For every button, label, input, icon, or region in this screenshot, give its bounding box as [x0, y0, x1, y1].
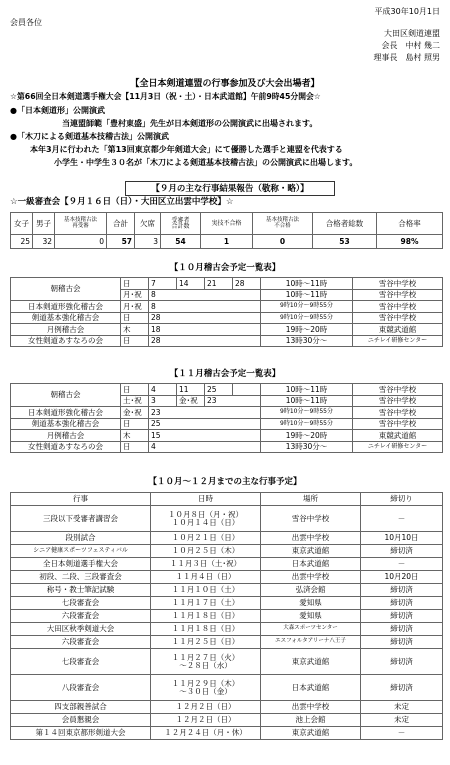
nov-row-dow: 金･祝	[121, 407, 149, 419]
event-date: １２月２４日（月・休）	[151, 727, 261, 740]
value-retake: 0	[55, 235, 107, 249]
event-deadline: 未定	[361, 714, 443, 727]
event-place: 愛知県	[261, 610, 361, 623]
oct-row-dow: 木	[121, 324, 149, 336]
kata-demo-body: 当連盟師範「豊村東盛」先生が日本剣道形の公開演武に出場されます。	[62, 119, 318, 128]
event-place: 日本武道館	[261, 558, 361, 571]
table-row	[11, 623, 443, 636]
oct-row-dow: 日	[121, 312, 149, 324]
exam-subtitle: ☆一級審査会【９月１６日（日）・大田区立出雲中学校】☆	[10, 197, 234, 207]
exam-results-table	[10, 212, 443, 249]
event-deadline: 締切済	[361, 623, 443, 636]
nov-row-time: 13時30分～	[261, 441, 353, 453]
event-name: 七段審査会	[11, 649, 151, 675]
oct-row-time: 9時10分～9時55分	[261, 312, 353, 324]
table-row	[11, 701, 443, 714]
event-place: 愛知県	[261, 597, 361, 610]
event-place: 雪谷中学校	[261, 506, 361, 532]
oct-row-dow: 月･祝	[121, 301, 149, 313]
nov-row-name: 日本剣道形強化稽古会	[11, 407, 121, 419]
event-deadline: 締切済	[361, 584, 443, 597]
event-name: 第１４回東京都形剣道大会	[11, 727, 151, 740]
event-name: 全日本剣道選手権大会	[11, 558, 151, 571]
oct-row-name: 朝稽古会	[11, 278, 121, 301]
championship-notice: ☆第66回全日本剣道選手権大会【11月3日（祝・土）・日本武道館】午前9時45分開会☆	[10, 92, 321, 101]
event-date: １０月２１日（日）	[151, 532, 261, 545]
header-pass-rate: 合格率	[377, 213, 443, 235]
event-deadline: 未定	[361, 701, 443, 714]
event-name: 七段審査会	[11, 597, 151, 610]
november-practice-table	[10, 383, 443, 453]
nov-row-time: 9時10分～9時55分	[261, 407, 353, 419]
president-name: 会長 中村 幾二	[381, 41, 440, 50]
event-deadline: 10月10日	[361, 532, 443, 545]
nov-row-dow: 日	[121, 418, 149, 430]
table-row	[11, 584, 443, 597]
event-date: １１月３日（土･祝）	[151, 558, 261, 571]
oct-row-day: 8	[149, 289, 261, 301]
header-retake: 基本技稽古法 再受審	[55, 213, 107, 235]
table-row	[11, 335, 443, 347]
event-name: 八段審査会	[11, 675, 151, 701]
oct-row-day: 21	[205, 278, 233, 290]
table-row	[11, 312, 443, 324]
bokuto-demo-title: ●「木刀による剣道基本技稽古法」公開演武	[10, 132, 169, 141]
event-date: １１月１７日（土）	[151, 597, 261, 610]
events-header-date: 日時	[151, 493, 261, 506]
event-place: エスフォルタアリーナ八王子	[261, 636, 361, 649]
event-name: 段別試合	[11, 532, 151, 545]
event-deadline: 10月20日	[361, 571, 443, 584]
table-row	[11, 545, 443, 558]
nov-row-dow: 日	[121, 384, 149, 396]
nov-row-dow: 日	[121, 441, 149, 453]
nov-row-day: 23	[205, 395, 261, 407]
table-row	[11, 714, 443, 727]
table-row	[11, 278, 443, 290]
oct-row-place: 雪谷中学校	[353, 289, 443, 301]
nov-row-place: 雪谷中学校	[353, 384, 443, 396]
table-row	[11, 558, 443, 571]
table-row	[11, 610, 443, 623]
event-deadline: 締切済	[361, 636, 443, 649]
oct-row-place: ニチレイ研修センター	[353, 335, 443, 347]
header-pass-total: 合格者総数	[313, 213, 377, 235]
nov-row-day: 4	[149, 384, 177, 396]
nov-row-dow: 木	[121, 430, 149, 442]
nov-row-place: 雪谷中学校	[353, 418, 443, 430]
november-title: 【１１月稽古会予定一覧表】	[169, 369, 281, 379]
oct-row-time: 13時30分～	[261, 335, 353, 347]
oct-row-day: 28	[233, 278, 261, 290]
oct-row-place: 雪谷中学校	[353, 301, 443, 313]
table-row	[11, 506, 443, 532]
table-row	[11, 301, 443, 313]
value-absent: 3	[135, 235, 161, 249]
event-deadline: 締切済	[361, 610, 443, 623]
table-row	[11, 384, 443, 396]
october-title: 【１０月稽古会予定一覧表】	[169, 263, 281, 273]
event-name: シニア健康スポーツフェスティバル	[11, 545, 151, 558]
event-date: １１月２７日（火） ～２８日（水）	[151, 649, 261, 675]
document-date: 平成30年10月1日	[374, 7, 440, 16]
event-name: 初段、二段、三段審査会	[11, 571, 151, 584]
header-female: 女子	[11, 213, 33, 235]
oct-row-dow: 日	[121, 278, 149, 290]
header-basic-fail: 基本技稽古法 不合格	[253, 213, 313, 235]
event-date: １１月４日（日）	[151, 571, 261, 584]
event-date: １１月２５日（日）	[151, 636, 261, 649]
section-participation-title: 【全日本剣道連盟の行事参加及び大会出場者】	[130, 79, 320, 89]
oct-row-day: 7	[149, 278, 177, 290]
value-total: 57	[107, 235, 135, 249]
oct-row-day: 14	[177, 278, 205, 290]
oct-row-name: 女性剣道あすなろの会	[11, 335, 121, 347]
event-date: １２月２日（日）	[151, 714, 261, 727]
table-row	[11, 441, 443, 453]
nov-row-day: 4	[149, 441, 261, 453]
results-title: 【９月の主な行事結果報告（敬称・略）】	[125, 181, 335, 196]
nov-row-time: 19時～20時	[261, 430, 353, 442]
nov-row-day: 11	[177, 384, 205, 396]
nov-row-day: 3	[149, 395, 177, 407]
nov-row-day: 25	[149, 418, 261, 430]
nov-row-name: 月例稽古会	[11, 430, 121, 442]
nov-row-name: 女性剣道あすなろの会	[11, 441, 121, 453]
value-pass-total: 53	[313, 235, 377, 249]
nov-row-place: ニチレイ研修センター	[353, 441, 443, 453]
oct-row-name: 月例稽古会	[11, 324, 121, 336]
event-name: 四支部親善試合	[11, 701, 151, 714]
event-date: １１月１０日（土）	[151, 584, 261, 597]
oct-row-name: 日本剣道形強化稽古会	[11, 301, 121, 313]
event-place: 出雲中学校	[261, 571, 361, 584]
event-deadline: －	[361, 506, 443, 532]
table-row	[11, 649, 443, 675]
events-header-place: 場所	[261, 493, 361, 506]
header-practical-fail: 実技不合格	[201, 213, 253, 235]
table-row	[11, 727, 443, 740]
oct-row-place: 雪谷中学校	[353, 312, 443, 324]
table-row	[11, 597, 443, 610]
event-place: 出雲中学校	[261, 532, 361, 545]
bokuto-demo-body-2: 小学生・中学生３０名が「木刀による剣道基本技稽古法」の公開演武に出場します。	[54, 158, 358, 167]
event-deadline: －	[361, 727, 443, 740]
nov-row-name: 朝稽古会	[11, 384, 121, 407]
header-total: 合計	[107, 213, 135, 235]
nov-row-day: 25	[205, 384, 233, 396]
event-place: 東京武道館	[261, 727, 361, 740]
table-row	[11, 418, 443, 430]
event-deadline: 締切済	[361, 545, 443, 558]
value-male: 32	[33, 235, 55, 249]
nov-row-time: 10時～11時	[261, 384, 353, 396]
value-practical-fail: 1	[201, 235, 253, 249]
event-place: 池上会館	[261, 714, 361, 727]
addressee: 会員各位	[10, 18, 42, 27]
event-date: １１月１８日（日）	[151, 623, 261, 636]
bokuto-demo-body-1: 本年3月に行われた「第13回東京都少年剣道大会」にて優勝した選手と連盟を代表する	[30, 145, 343, 154]
table-row	[11, 571, 443, 584]
event-name: 会員懇親会	[11, 714, 151, 727]
director-name: 理事長 島村 照男	[373, 53, 440, 62]
oct-row-time: 19時～20時	[261, 324, 353, 336]
nov-row-place: 東競武道館	[353, 430, 443, 442]
nov-row-place: 雪谷中学校	[353, 395, 443, 407]
oct-row-place: 東競武道館	[353, 324, 443, 336]
table-row	[11, 324, 443, 336]
event-date: １０月８日（月・祝） １０月１４日（日）	[151, 506, 261, 532]
value-female: 25	[11, 235, 33, 249]
oct-row-day: 18	[149, 324, 261, 336]
event-date: １０月２５日（木）	[151, 545, 261, 558]
table-row	[11, 430, 443, 442]
event-place: 東京武道館	[261, 649, 361, 675]
oct-row-day: 8	[149, 301, 261, 313]
oct-row-time: 10時～11時	[261, 289, 353, 301]
event-place: 出雲中学校	[261, 701, 361, 714]
oct-row-day: 28	[149, 335, 261, 347]
event-name: 三段以下受審者講習会	[11, 506, 151, 532]
header-male: 男子	[33, 213, 55, 235]
table-row	[11, 636, 443, 649]
header-absent: 欠席	[135, 213, 161, 235]
event-place: 日本武道館	[261, 675, 361, 701]
nov-row-name: 剣道基本強化稽古会	[11, 418, 121, 430]
event-place: 東京武道館	[261, 545, 361, 558]
events-table	[10, 492, 443, 740]
october-practice-table	[10, 277, 443, 347]
events-title: 【１０月～１２月までの主な行事予定】	[148, 477, 302, 487]
value-examinee-total: 54	[161, 235, 201, 249]
nov-row-dow: 土･祝	[121, 395, 149, 407]
event-deadline: 締切済	[361, 597, 443, 610]
nov-row-day: 15	[149, 430, 261, 442]
events-header-event: 行事	[11, 493, 151, 506]
event-date: １１月２９日（木） ～３０日（金）	[151, 675, 261, 701]
event-name: 六段審査会	[11, 610, 151, 623]
nov-row-day: 23	[149, 407, 261, 419]
event-place: 大森スポーツセンター	[261, 623, 361, 636]
oct-row-time: 9時10分～9時55分	[261, 301, 353, 313]
oct-row-dow: 日	[121, 335, 149, 347]
event-name: 称号・教士筆記試験	[11, 584, 151, 597]
event-deadline: 締切済	[361, 675, 443, 701]
oct-row-day: 28	[149, 312, 261, 324]
events-header-deadline: 締切り	[361, 493, 443, 506]
table-row	[11, 532, 443, 545]
nov-row-day	[233, 384, 261, 396]
event-name: 大田区秋季剣道大会	[11, 623, 151, 636]
oct-row-place: 雪谷中学校	[353, 278, 443, 290]
event-deadline: －	[361, 558, 443, 571]
event-deadline: 締切済	[361, 649, 443, 675]
oct-row-time: 10時～11時	[261, 278, 353, 290]
kata-demo-title: ●「日本剣道形」公開演武	[10, 106, 105, 115]
oct-row-dow: 月･祝	[121, 289, 149, 301]
header-examinee-total: 受審者 合計数	[161, 213, 201, 235]
event-date: １１月１８日（日）	[151, 610, 261, 623]
value-basic-fail: 0	[253, 235, 313, 249]
oct-row-name: 剣道基本強化稽古会	[11, 312, 121, 324]
table-row	[11, 407, 443, 419]
nov-row-time: 10時～11時	[261, 395, 353, 407]
organization-name: 大田区剣道連盟	[384, 29, 440, 38]
table-row	[11, 675, 443, 701]
event-date: １２月２日（日）	[151, 701, 261, 714]
value-pass-rate: 98%	[377, 235, 443, 249]
nov-row-dow-2: 金･祝	[177, 395, 205, 407]
nov-row-time: 9時10分～9時55分	[261, 418, 353, 430]
event-name: 六段審査会	[11, 636, 151, 649]
nov-row-place: 雪谷中学校	[353, 407, 443, 419]
event-place: 弘済会館	[261, 584, 361, 597]
